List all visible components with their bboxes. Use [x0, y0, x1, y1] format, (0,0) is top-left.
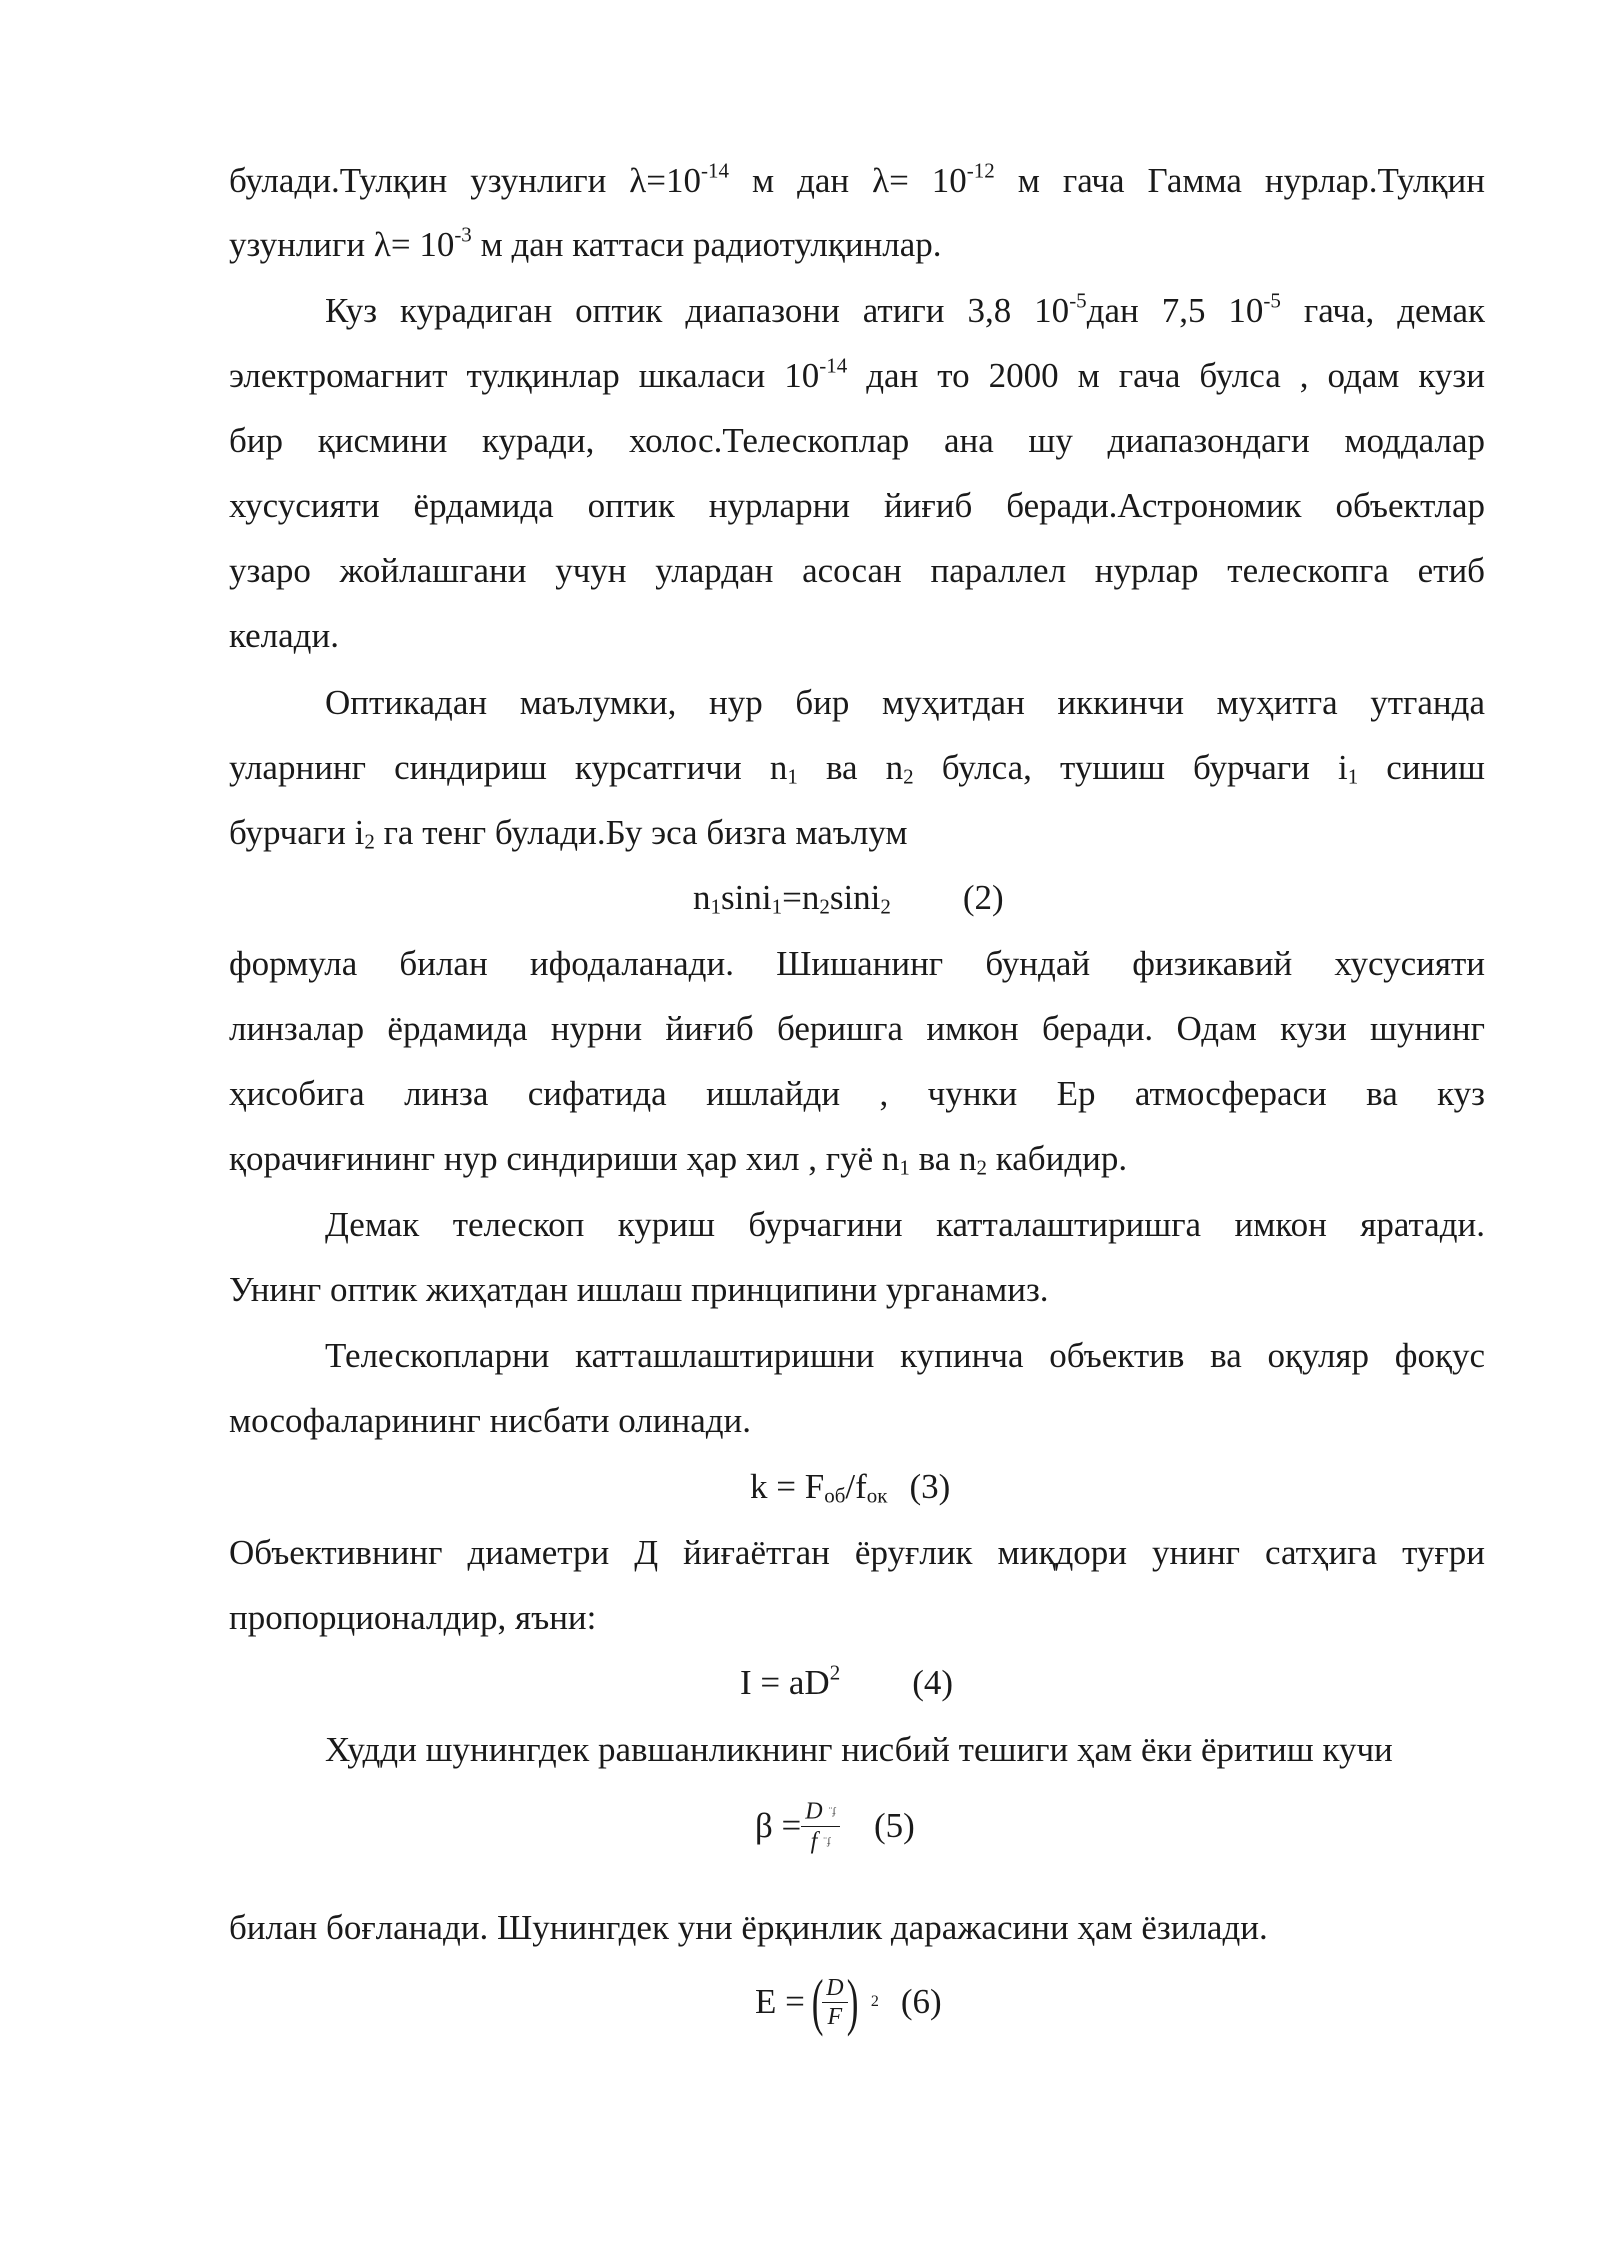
fraction: $\frac{D}{F}$: [822, 1974, 847, 2031]
text-line: булади.Тулқин узунлиги $\lambda=10^{-14}$ м дан $\lambda= 10^{-12}$ м гача Гамма нурлар.Тулқин: [229, 158, 1485, 200]
text-line: электромагнит тулқинлар шкаласи $10^{-14}$ дан то 2000 м гача булса , одам кузи: [229, 353, 1485, 395]
formula-number: (5): [873, 1806, 915, 1845]
text-line: узунлиги $\lambda= 10^{-3}$ м дан каттаси радиотулқинлар.: [229, 222, 942, 264]
text-line: Унинг оптик жиҳатдан ишлаш принципини урганамиз.: [229, 1270, 1049, 1309]
formula-number: (6): [900, 1982, 942, 2021]
formula-magnification: $k = F_{об}/f_{ок}$ (3): [750, 1467, 951, 1508]
text-line: формула билан ифодаланади. Шишанинг бундай физикавий хусусияти: [229, 944, 1485, 983]
paragraph-first-line: Худди шунингдек равшанликнинг нисбий тешиги ҳам ёки ёритиш кучи: [325, 1730, 1393, 1769]
text-line: линзалар ёрдамида нурни йиғиб беришга имкон беради. Одам кузи шунинг: [229, 1009, 1485, 1048]
fraction: $\frac{\text{D ¨ʄ}}{\text{f ¨ʄ}}$: [801, 1797, 840, 1855]
paragraph-first-line: Куз курадиган оптик диапазони атиги 3,8 $10^{-5}дан$ 7,5 $10^{-5}$ гача, демак: [325, 288, 1485, 330]
formula-light-intensity: $I = aD^2$ (4): [740, 1660, 954, 1702]
formula-number: (4): [912, 1663, 954, 1702]
text-line: уларнинг синдириш курсатгичи $n_1$ ва $n_2$ булса, тушиш бурчаги $i_1$ синиш: [229, 748, 1485, 789]
formula-brightness: E = ( $\frac{D}{F}$ ) 2 (6): [755, 1966, 942, 2037]
formula-number: (3): [909, 1467, 951, 1506]
text-line: ҳисобига линза сифатида ишлайди , чунки Ер атмосфераси ва куз: [229, 1074, 1485, 1113]
left-paren: (: [811, 1966, 824, 2037]
formula-number: (2): [962, 878, 1004, 917]
text-line: келади.: [229, 616, 339, 655]
text-line: хусусияти ёрдамида оптик нурларни йиғиб беради.Астрономик объектлар: [229, 486, 1485, 525]
formula-snell: $n_1\sin i_1=n_2\sin i_2$ (2): [693, 878, 1004, 919]
paragraph-first-line: Демак телескоп куриш бурчагини катталаштиришга имкон яратади.: [325, 1205, 1485, 1244]
text-line: Объективнинг диаметри Д йиғаётган ёруғлик миқдори унинг сатҳига туғри: [229, 1533, 1485, 1572]
text-line: қорачиғининг нур синдириши ҳар хил , гуё $n_1$ ва $n_2$ кабидир.: [229, 1139, 1128, 1180]
paragraph-first-line: Телескопларни катташлаштиришни купинча объектив ва оқуляр фоқус: [325, 1336, 1485, 1375]
text-line: бир қисмини куради, холос.Телескоплар ана шу диапазондаги моддалар: [229, 421, 1485, 460]
formula-relative-aperture: β = $\frac{\text{D ¨ʄ}}{\text{f ¨ʄ}}$ (5): [755, 1798, 915, 1854]
paragraph-first-line: Оптикадан маълумки, нур бир муҳитдан иккинчи муҳитга утганда: [325, 683, 1485, 722]
text-line: бурчаги $i_2$ га тенг булади.Бу эса бизга маълум: [229, 813, 908, 854]
text-line: билан боғланади. Шунингдек уни ёрқинлик даражасини ҳам ёзилади.: [229, 1908, 1268, 1947]
right-paren: ): [846, 1966, 859, 2037]
text-line: узаро жойлашгани учун улардан асосан параллел нурлар телескопга етиб: [229, 551, 1485, 590]
text-line: пропорционалдир, яъни:: [229, 1598, 597, 1637]
text-line: мософаларининг нисбати олинади.: [229, 1401, 752, 1440]
